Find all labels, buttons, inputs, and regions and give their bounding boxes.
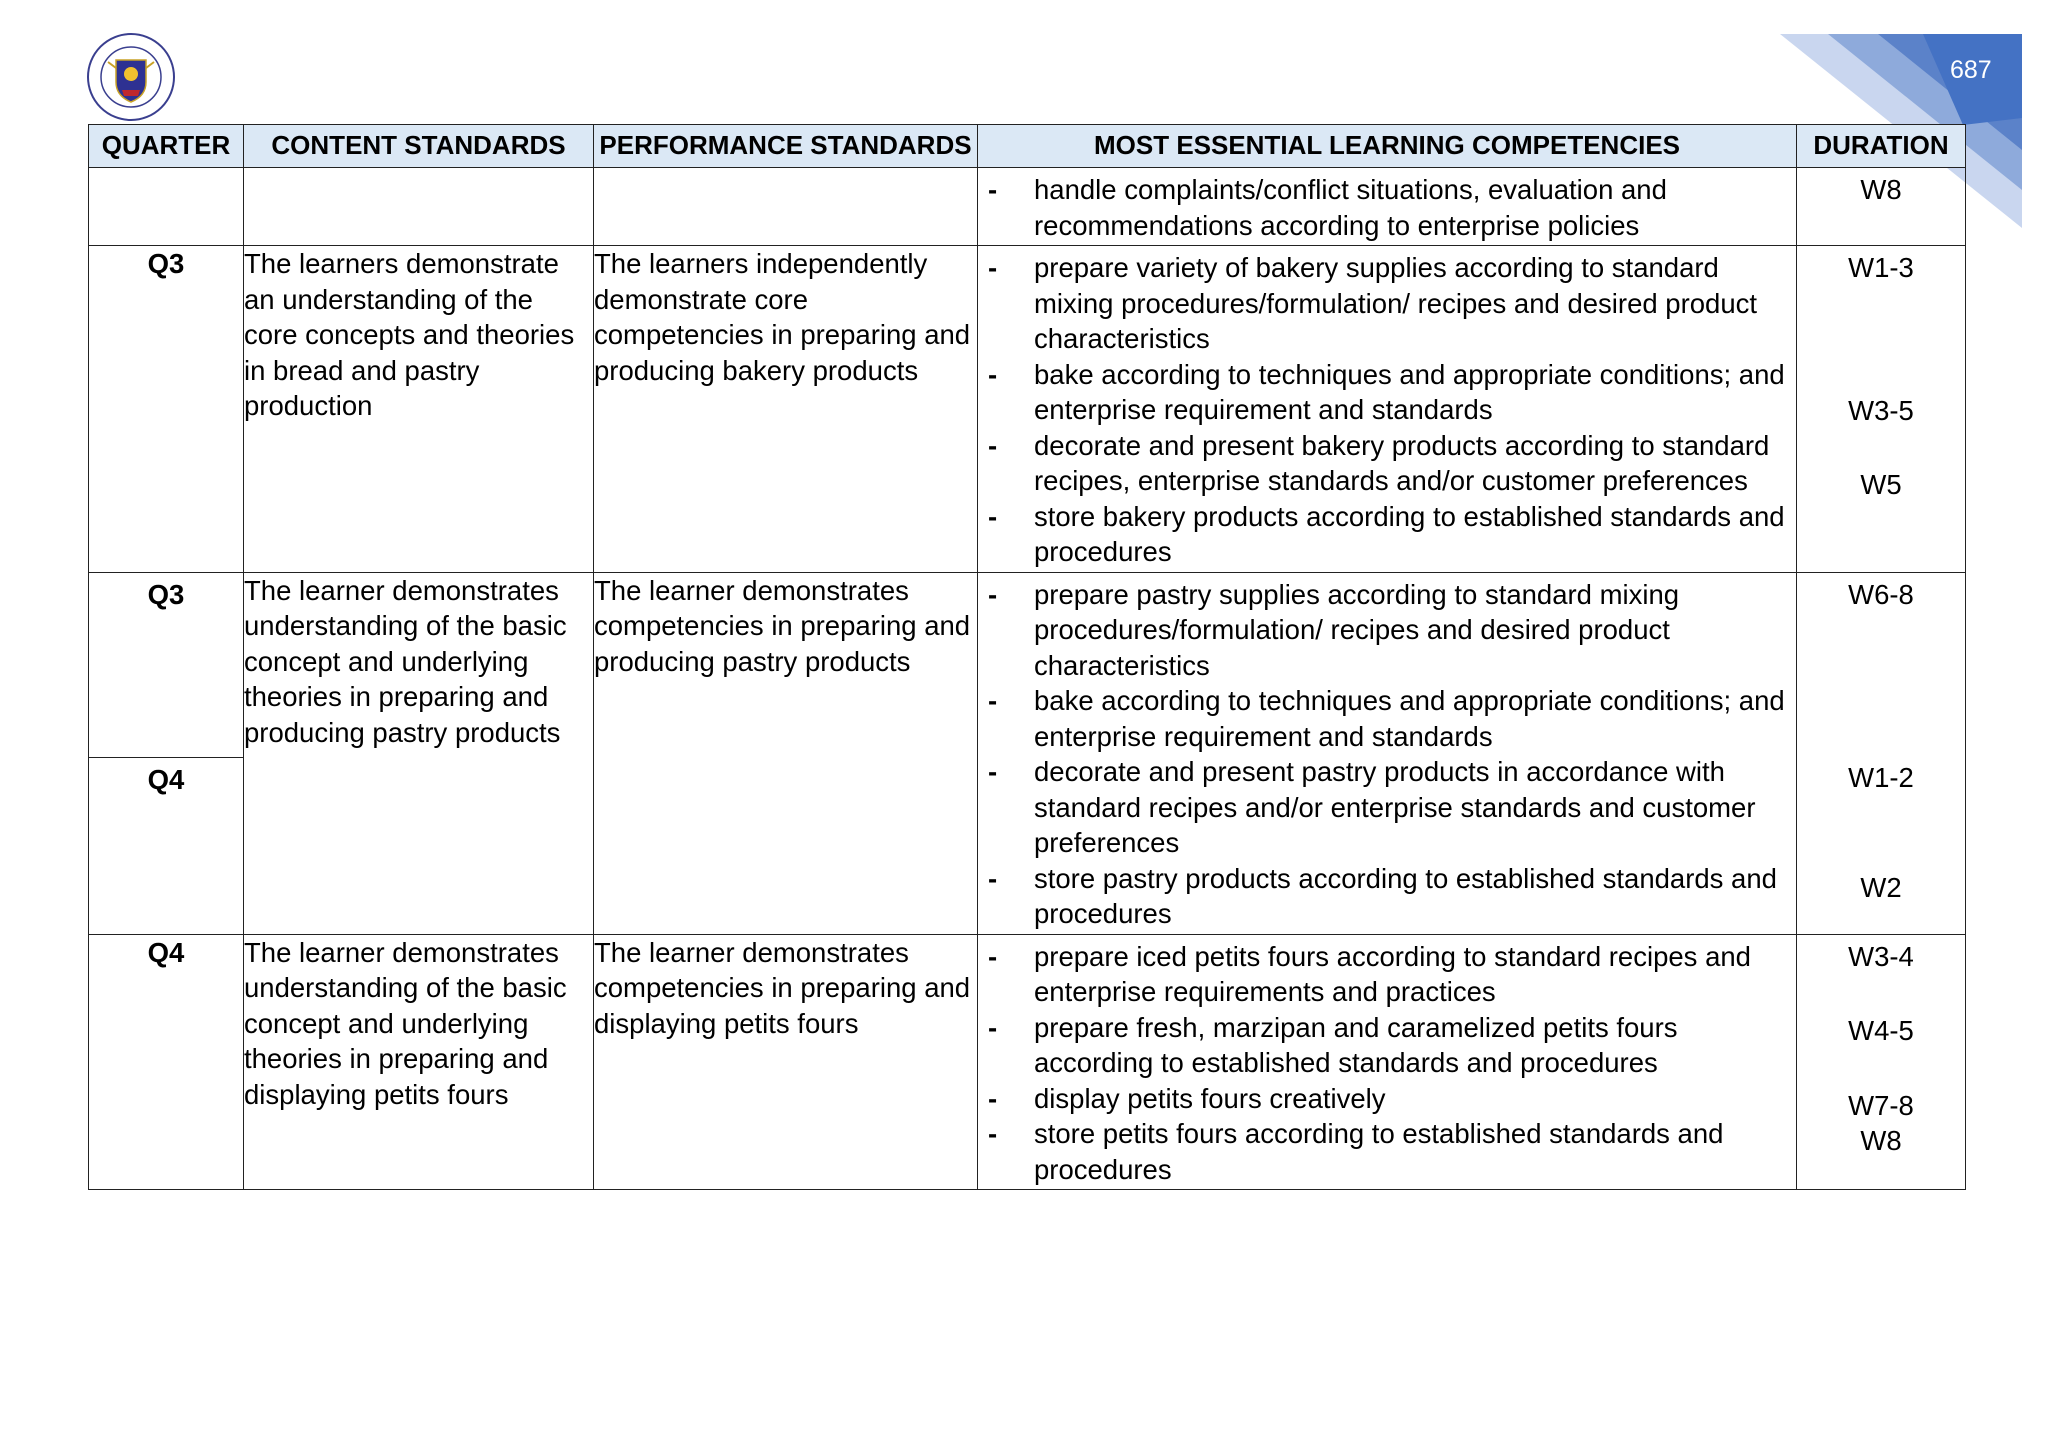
competency-table [88,124,1966,1190]
competency-item: - bake according to techniques and appropriate conditions; and enterprise requirement and standards [978,357,1796,428]
performance-standards-cell: The learner demonstrates competencies in preparing and producing pastry products [594,572,978,934]
duration-item: W3-5 [1848,394,1914,426]
competency-item: - handle complaints/conflict situations, evaluation and recommendations according to enterprise policies [978,172,1796,243]
content-standards-cell: The learner demonstrates understanding of the basic concept and underlying theories in preparing and producing pastry products [244,572,594,934]
duration-cell [1797,246,1966,573]
quarter-cell: Q4 [89,934,244,1190]
quarter-label: Q4 [89,757,243,932]
table-row [89,572,1966,934]
table-header-row [89,125,1966,168]
quarter-label: Q3 [147,578,185,610]
performance-standards-cell: The learner demonstrates competencies in preparing and displaying petits fours [594,934,978,1190]
competency-item: - decorate and present bakery products according to standard recipes, enterprise standards and/or customer preferences [978,428,1796,499]
content-standards-cell [244,168,594,246]
header-duration: DURATION [1797,125,1966,168]
duration-item: W5 [1860,469,1902,500]
quarter-cell: Q3 [89,246,244,573]
competency-item: - display petits fours creatively [978,1081,1796,1117]
competency-item: - bake according to techniques and appropriate conditions; and enterprise requirement and standards [978,683,1796,754]
competency-item: - store pastry products according to established standards and procedures [978,861,1796,932]
duration-item: W8 [1860,1125,1902,1156]
duration-item: W8 [1860,174,1902,205]
content-standards-cell: The learners demonstrate an understanding of the core concepts and theories in bread and pastry production [244,246,594,573]
duration-item: W1-3 [1848,252,1914,283]
competencies-cell [978,168,1797,246]
competencies-cell [978,246,1797,573]
duration-cell [1797,168,1966,246]
duration-item: W4-5 [1848,1015,1914,1046]
duration-cell [1797,572,1966,934]
performance-standards-cell: The learners independently demonstrate core competencies in preparing and producing bakery products [594,246,978,573]
duration-item: W1-2 [1848,762,1914,793]
table-row [89,934,1966,1190]
duration-item: W7-8 [1848,1089,1914,1121]
competency-item: - decorate and present pastry products in accordance with standard recipes and/or enterprise standards and customer preferences [978,754,1796,861]
deped-seal-logo [86,32,176,122]
competencies-cell [978,572,1797,934]
competency-item: - prepare pastry supplies according to standard mixing procedures/formulation/ recipes and desired product characteristics [978,577,1796,684]
quarter-cell [89,572,244,934]
page-number: 687 [1950,56,1992,84]
header-quarter: QUARTER [89,125,244,168]
competency-item: - prepare variety of bakery supplies according to standard mixing procedures/formulation/ recipes and desired product characteristics [978,250,1796,357]
duration-item: W6-8 [1848,578,1914,610]
content-standards-cell: The learner demonstrates understanding of the basic concept and underlying theories in preparing and displaying petits fours [244,934,594,1190]
header-performance-standards: PERFORMANCE STANDARDS [594,125,978,168]
competency-item: - store petits fours according to established standards and procedures [978,1116,1796,1187]
competency-item: - prepare iced petits fours according to standard recipes and enterprise requirements and practices [978,939,1796,1010]
performance-standards-cell [594,168,978,246]
competency-item: - store bakery products according to established standards and procedures [978,499,1796,570]
competency-item: - prepare fresh, marzipan and caramelized petits fours according to established standards and procedures [978,1010,1796,1081]
duration-item: W3-4 [1848,940,1914,972]
table-row [89,168,1966,246]
competencies-cell [978,934,1797,1190]
header-content-standards: CONTENT STANDARDS [244,125,594,168]
duration-item: W2 [1860,871,1902,903]
table-row [89,246,1966,573]
quarter-cell [89,168,244,246]
duration-cell [1797,934,1966,1190]
header-competencies: MOST ESSENTIAL LEARNING COMPETENCIES [978,125,1797,168]
